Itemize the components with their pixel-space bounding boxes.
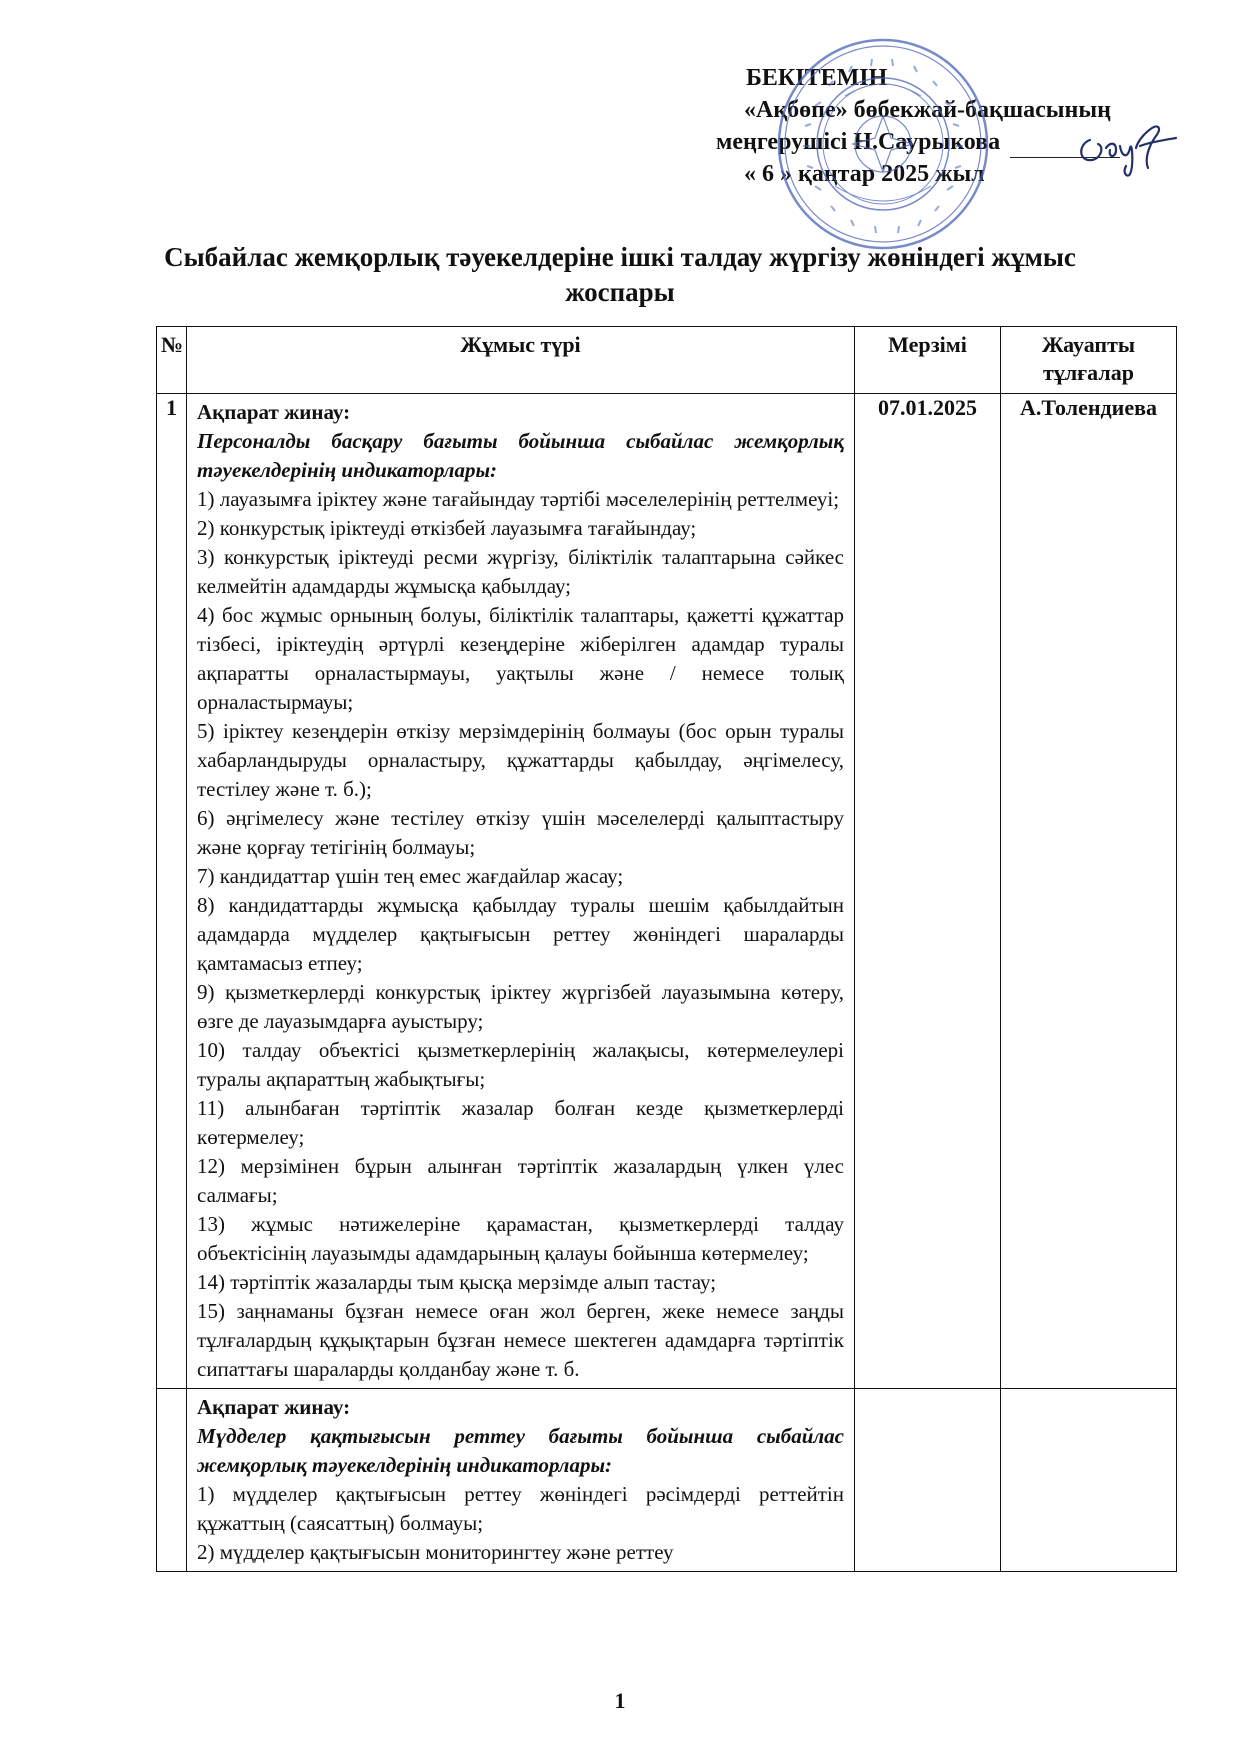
work-plan-table bbox=[156, 326, 1177, 1572]
approval-date: « 6 » қаңтар 2025 жыл bbox=[744, 161, 985, 187]
list-item: 11) алынбаған тәртіптік жазалар болған кезде қызметкерлерді көтермелеу; bbox=[197, 1096, 844, 1149]
section-label: Ақпарат жинау: bbox=[197, 1395, 351, 1419]
list-item: 10) талдау объектісі қызметкерлерінің жалақысы, көтермелеулері туралы ақпараттың жабықтығы; bbox=[197, 1038, 844, 1091]
header-work-type: Жұмыс түрі bbox=[187, 327, 855, 394]
header-responsible: Жауапты тұлғалар bbox=[1001, 327, 1177, 394]
list-item: 2) конкурстық іріктеуді өткізбей лауазымға тағайындау; bbox=[197, 516, 697, 540]
list-item: 8) кандидаттарды жұмысқа қабылдау туралы шешім қабылдайтын адамдарда мүдделер қақтығысын реттеу жөніндегі шараларды қамтамасыз етпеу; bbox=[197, 893, 844, 975]
round-seal-icon bbox=[775, 36, 991, 252]
header-number: № bbox=[157, 327, 187, 394]
approval-head-name-text: меңгерушісі Н.Саурыкова bbox=[716, 129, 1001, 155]
row-number bbox=[157, 1389, 187, 1572]
handwritten-signature-icon bbox=[1072, 118, 1182, 178]
list-item: 5) іріктеу кезеңдерін өткізу мерзімдерінің болмауы (бос орын туралы хабарландыруды орналастыру, құжаттарды қабылдау, әңгімелесу, тестілеу және т. б.); bbox=[197, 719, 844, 801]
list-item: 14) тәртіптік жазаларды тым қысқа мерзімде алып тастау; bbox=[197, 1270, 717, 1294]
row-number: 1 bbox=[157, 394, 187, 1389]
list-item: 7) кандидаттар үшін тең емес жағдайлар жасау; bbox=[197, 864, 624, 888]
list-item: 6) әңгімелесу және тестілеу өткізу үшін мәселелерді қалыптастыру және қорғау тетігінің болмауы; bbox=[197, 806, 844, 859]
row-responsible bbox=[1001, 1389, 1177, 1572]
approval-heading: БЕКІТЕМІН bbox=[746, 65, 888, 91]
table-row bbox=[157, 1389, 1177, 1572]
list-item: 12) мерзімінен бұрын алынған тәртіптік жазалардың үлкен үлес салмағы; bbox=[197, 1154, 844, 1207]
row-work-description bbox=[187, 394, 855, 1389]
row-deadline bbox=[855, 1389, 1001, 1572]
row-deadline: 07.01.2025 bbox=[855, 394, 1001, 1389]
row-work-description bbox=[187, 1389, 855, 1572]
section-label: Ақпарат жинау: bbox=[197, 400, 351, 424]
document-title: Сыбайлас жемқорлық тәуекелдеріне ішкі талдау жүргізу жөніндегі жұмыс жоспары bbox=[164, 242, 1076, 307]
header-deadline: Мерзімі bbox=[855, 327, 1001, 394]
list-item: 1) лауазымға іріктеу және тағайындау тәртібі мәселелерінің реттелмеуі; bbox=[197, 487, 840, 511]
table-header-row bbox=[157, 327, 1177, 394]
list-item: 3) конкурстық іріктеуді ресми жүргізу, біліктілік талаптарына сәйкес келмейтін адамдарды жұмысқа қабылдау; bbox=[197, 545, 844, 598]
list-item: 9) қызметкерлерді конкурстық іріктеу жүргізбей лауазымына көтеру, өзге де лауазымдарға ауыстыру; bbox=[197, 980, 844, 1033]
list-item: 1) мүдделер қақтығысын реттеу жөніндегі рәсімдерді реттейтін құжаттың (саясаттың) болмауы; bbox=[197, 1482, 844, 1535]
list-item: 13) жұмыс нәтижелеріне қарамастан, қызметкерлерді талдау объектісінің лауазымды адамдарының қалауы бойынша көтермелеу; bbox=[197, 1212, 844, 1265]
list-item: 15) заңнаманы бұзған немесе оған жол берген, жеке немесе заңды тұлғалардың құқықтарын бұзған немесе шектеген адамдарға тәртіптік сипаттағы шараларды қолданбау және т. б. bbox=[197, 1299, 844, 1381]
list-item: 2) мүдделер қақтығысын мониторингтеу және реттеу bbox=[197, 1540, 674, 1564]
section-heading: Персоналды басқару бағыты бойынша сыбайлас жемқорлық тәуекелдерінің индикаторлары: bbox=[197, 429, 844, 482]
list-item: 4) бос жұмыс орнының болуы, біліктілік талаптары, қажетті құжаттар тізбесі, іріктеудің әртүрлі кезеңдеріне жіберілген адамдар туралы ақпаратты орналастырмауы, уақтылы және / немесе толық орналастырмауы; bbox=[197, 603, 844, 714]
table-row bbox=[157, 394, 1177, 1389]
approval-organization: «Ақбөпе» бөбекжай-бақшасының bbox=[744, 97, 1111, 123]
section-heading: Мүдделер қақтығысын реттеу бағыты бойынша сыбайлас жемқорлық тәуекелдерінің индикаторлары: bbox=[197, 1424, 844, 1477]
row-responsible: А.Толендиева bbox=[1001, 394, 1177, 1389]
page-number: 1 bbox=[614, 1688, 626, 1713]
